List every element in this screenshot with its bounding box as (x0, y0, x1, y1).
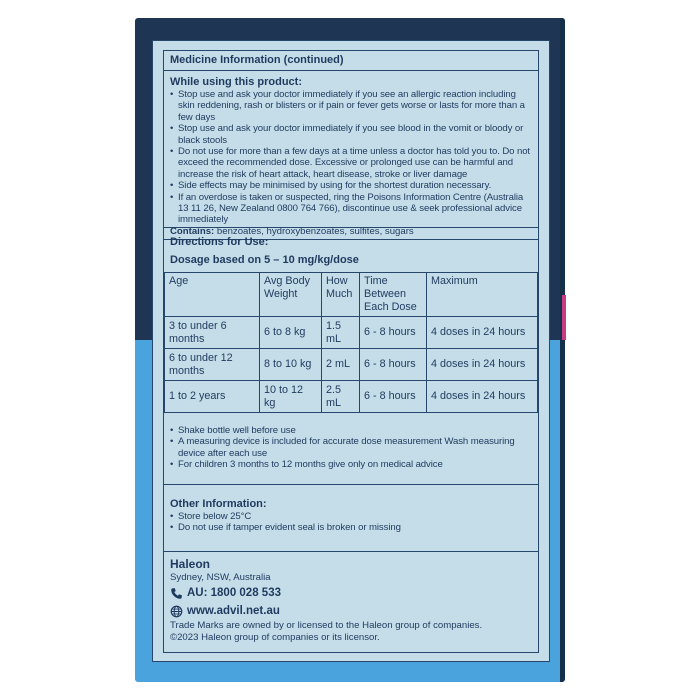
pink-accent (562, 295, 566, 340)
table-header-row (165, 273, 538, 317)
phone-number: AU: 1800 028 533 (187, 587, 281, 599)
table-cell: 1 to 2 years (165, 381, 260, 413)
table-row (165, 349, 538, 381)
phone-line (164, 584, 538, 602)
table-cell: 1.5 mL (322, 317, 360, 349)
other-info-section (163, 484, 539, 552)
list-item: • A measuring device is included for accurate dose measurement Wash measuring device after each use (170, 436, 515, 459)
table-cell: 10 to 12 kg (260, 381, 322, 413)
web-address: www.advil.net.au (187, 605, 280, 617)
directions-title: Directions for Use: (170, 236, 269, 248)
list-item: • If an overdose is taken or suspected, ring the Poisons Information Centre (Australia 13 11 26, New Zealand 0800 764 766), discontinue use & seek professional advice immediately (170, 191, 524, 226)
table-row (165, 381, 538, 413)
box-edge (560, 18, 565, 682)
web-line (164, 602, 538, 620)
table-cell: 2.5 mL (322, 381, 360, 413)
directions-list (164, 413, 538, 471)
table-cell: 4 doses in 24 hours (427, 381, 538, 413)
while-using-title: While using this product: (170, 76, 302, 88)
globe-icon (170, 605, 183, 618)
table-cell: 6 - 8 hours (360, 381, 427, 413)
header-cell: How Much (322, 273, 360, 317)
medicine-info-section (163, 50, 539, 240)
table-row (165, 317, 538, 349)
copyright-text: ©2023 Haleon group of companies or its licensor. (170, 632, 380, 643)
dosage-title: Dosage based on 5 – 10 mg/kg/dose (170, 254, 359, 266)
contains-label: Contains: (170, 225, 215, 237)
dosage-table (164, 272, 538, 413)
table-cell: 2 mL (322, 349, 360, 381)
list-item: • Stop use and ask your doctor immediately if you see blood in the vomit or bloody or black stools (170, 123, 524, 146)
company-name: Haleon (170, 557, 211, 571)
phone-icon (170, 587, 183, 600)
header-cell: Time Between Each Dose (360, 273, 427, 317)
table-cell: 4 doses in 24 hours (427, 349, 538, 381)
list-item: • Store below 25°C (170, 511, 252, 522)
info-label-panel (152, 40, 550, 662)
list-item: • Shake bottle well before use (170, 425, 296, 436)
table-cell: 6 to 8 kg (260, 317, 322, 349)
header-cell: Maximum (427, 273, 538, 317)
medicine-info-title: Medicine Information (continued) (170, 54, 344, 66)
trademark-text: Trade Marks are owned by or licensed to the Haleon group of companies. (170, 620, 483, 631)
table-cell: 6 to under 12 months (165, 349, 260, 381)
list-item: • Side effects may be minimised by using for the shortest duration necessary. (170, 180, 492, 192)
contains-text: benzoates, hydroxybenzoates, sulfites, sugars (214, 225, 414, 237)
table-cell: 4 doses in 24 hours (427, 317, 538, 349)
list-item: • For children 3 months to 12 months give only on medical advice (170, 459, 443, 471)
header-cell: Age (165, 273, 260, 317)
table-cell: 6 - 8 hours (360, 317, 427, 349)
other-info-list (164, 511, 538, 534)
other-info-title: Other Information: (170, 498, 267, 510)
warnings-list (164, 89, 538, 226)
table-cell: 8 to 10 kg (260, 349, 322, 381)
table-cell: 6 - 8 hours (360, 349, 427, 381)
list-item: • Stop use and ask your doctor immediately if you see an allergic reaction including skin reddening, rash or blisters or if pain or fever gets worse or lasts for more than a few days (170, 89, 525, 123)
company-section (163, 551, 539, 653)
directions-section (163, 227, 539, 485)
table-cell: 3 to under 6 months (165, 317, 260, 349)
company-address: Sydney, NSW, Australia (170, 572, 271, 583)
list-item: • Do not use for more than a few days at a time unless a doctor has told you to. Do not exceed the recommended dose. Excessive or prolonged use can be harmful and increase the risk of heart attack, heart disease, stroke or liver damage (170, 146, 530, 180)
header-cell: Avg Body Weight (260, 273, 322, 317)
list-item: • Do not use if tamper evident seal is broken or missing (170, 522, 401, 534)
